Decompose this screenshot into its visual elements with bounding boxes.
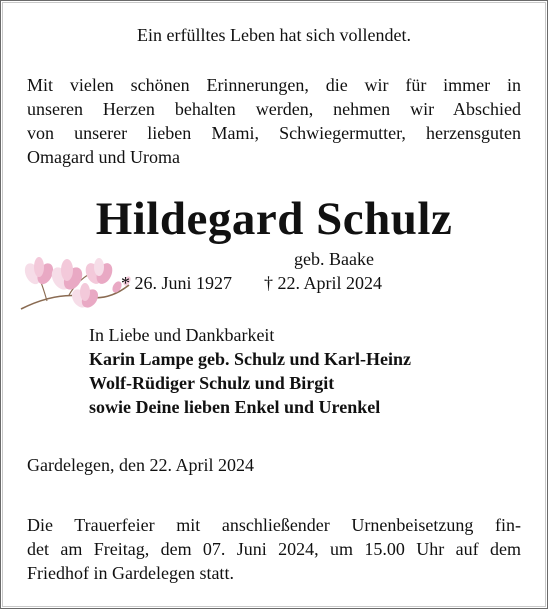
service-line: Friedhof in Gardelegen statt. xyxy=(27,563,234,583)
service-line: Die Trauerfeier mit anschließender Urnenbeisetzung fin- xyxy=(27,515,521,535)
birth-date: * 26. Juni 1927 xyxy=(121,273,233,293)
death-date: † 22. April 2024 xyxy=(264,273,383,293)
mourner-name: Karin Lampe geb. Schulz und Karl-Heinz xyxy=(89,349,412,369)
service-line: det am Freitag, dem 07. Juni 2024, um 15.00 Uhr auf dem xyxy=(27,539,521,559)
message-line: unseren Herzen behalten werden, nehmen wir Abschied xyxy=(27,99,521,119)
mourner-name: Wolf-Rüdiger Schulz und Birgit xyxy=(89,373,335,393)
mourner-name: sowie Deine lieben Enkel und Urenkel xyxy=(89,397,381,417)
message-line: von unserer lieben Mami, Schwiegermutter, herzensguten xyxy=(27,123,521,143)
mourners-lead: In Liebe und Dankbarkeit xyxy=(89,325,275,345)
message-line: Omagard und Uroma xyxy=(27,147,180,167)
maiden-name: geb. Baake xyxy=(294,249,374,269)
intro-line: Ein erfülltes Leben hat sich vollendet. xyxy=(137,25,411,45)
deceased-name: Hildegard Schulz xyxy=(95,193,453,245)
message-line: Mit vielen schönen Erinnerungen, die wir für immer in xyxy=(27,75,521,95)
place-date: Gardelegen, den 22. April 2024 xyxy=(27,455,254,475)
life-dates xyxy=(121,271,382,295)
magnolia-blossom-icon xyxy=(17,251,135,315)
